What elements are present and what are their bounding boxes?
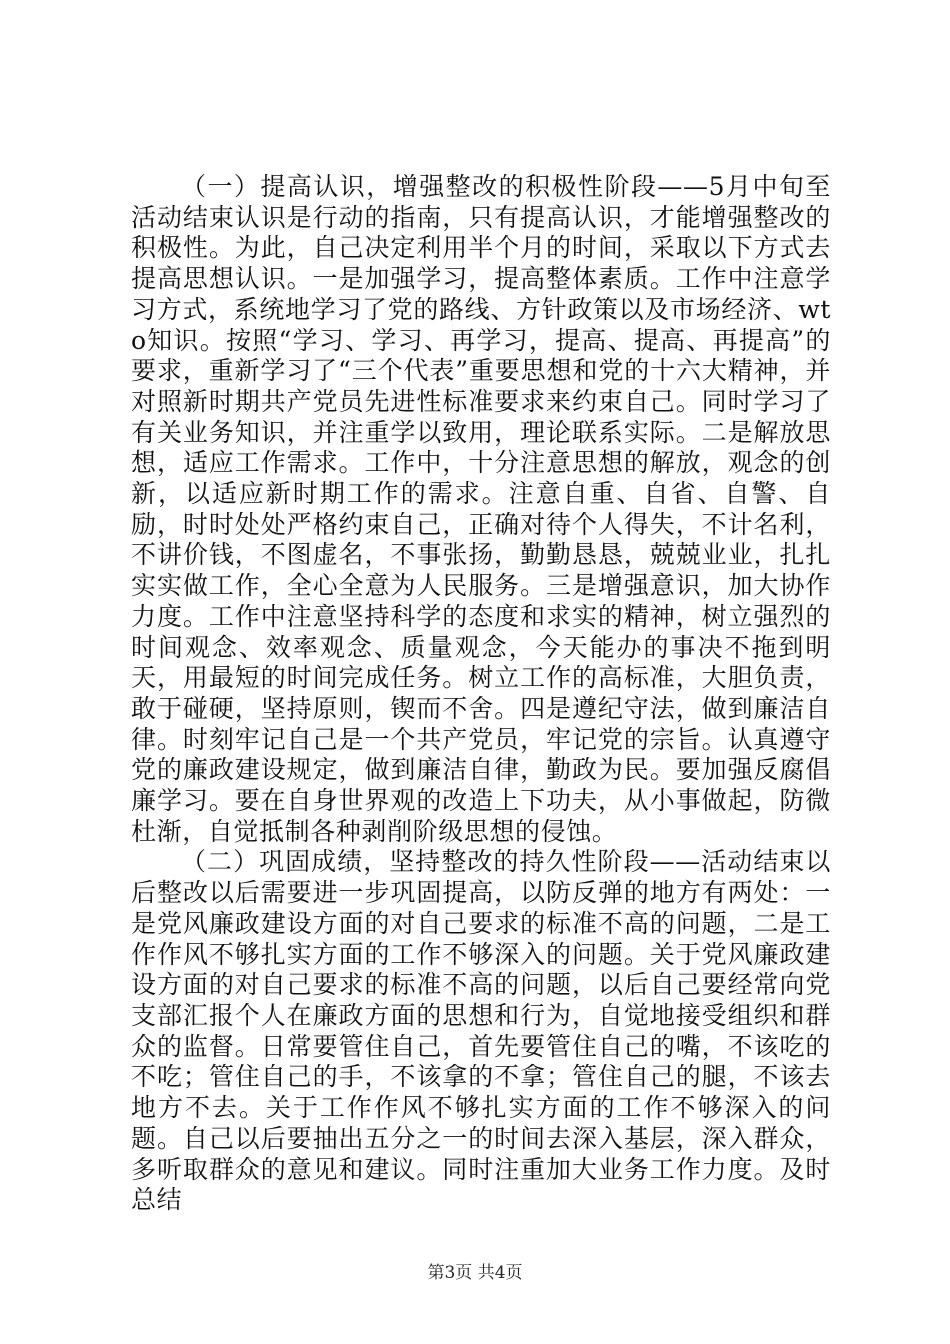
- page-number-footer: 第3页 共4页: [427, 1263, 523, 1283]
- paragraph-1: （一）提高认识，增强整改的积极性阶段——5月中旬至活动结束认识是行动的指南，只有提高认识，才能增强整改的积极性。为此，自己决定利用半个月的时间，采取以下方式去提高思想认识。一是加强学习，提高整体素质。工作中注意学习方式，系统地学习了党的路线、方针政策以及市场经济、wto知识。按照“学习、学习、再学习，提高、提高、再提高”的要求，重新学习了“三个代表”重要思想和党的十六大精神，并对照新时期共产党员先进性标准要求来约束自己。同时学习了有关业务知识，并注重学以致用，理论联系实际。二是解放思想，适应工作需求。工作中，十分注意思想的解放，观念的创新，以适应新时期工作的需求。注意自重、自省、自警、自励，时时处处严格约束自己，正确对待个人得失，不计名利，不讲价钱，不图虚名，不事张扬，勤勤恳恳，兢兢业业，扎扎实实做工作，全心全意为人民服务。三是增强意识，加大协作力度。工作中注意坚持科学的态度和求实的精神，树立强烈的时间观念、效率观念、质量观念，今天能办的事决不拖到明天，用最短的时间完成任务。树立工作的高标准，大胆负责，敢于碰硬，坚持原则，锲而不舍。四是遵纪守法，做到廉洁自律。时刻牢记自己是一个共产党员，牢记党的宗旨。认真遵守党的廉政建设规定，做到廉洁自律，勤政为民。要加强反腐倡廉学习。要在自身世界观的改造上下功夫，从小事做起，防微杜渐，自觉抵制各种剥削阶级思想的侵蚀。: [131, 172, 831, 846]
- paragraph-2: （二）巩固成绩，坚持整改的持久性阶段——活动结束以后整改以后需要进一步巩固提高，以防反弹的地方有两处：一是党风廉政建设方面的对自己要求的标准不高的问题，二是工作作风不够扎实方面的工作不够深入的问题。关于党风廉政建设方面的对自己要求的标准不高的问题，以后自己要经常向党支部汇报个人在廉政方面的思想和行为，自觉地接受组织和群众的监督。日常要管住自己，首先要管住自己的嘴，不该吃的不吃；管住自己的手，不该拿的不拿；管住自己的腿，不该去地方不去。关于工作作风不够扎实方面的工作不够深入的问题。自己以后要抽出五分之一的时间去深入基层，深入群众，多听取群众的意见和建议。同时注重加大业务工作力度。及时总结: [131, 847, 831, 1215]
- document-body: [131, 172, 831, 1216]
